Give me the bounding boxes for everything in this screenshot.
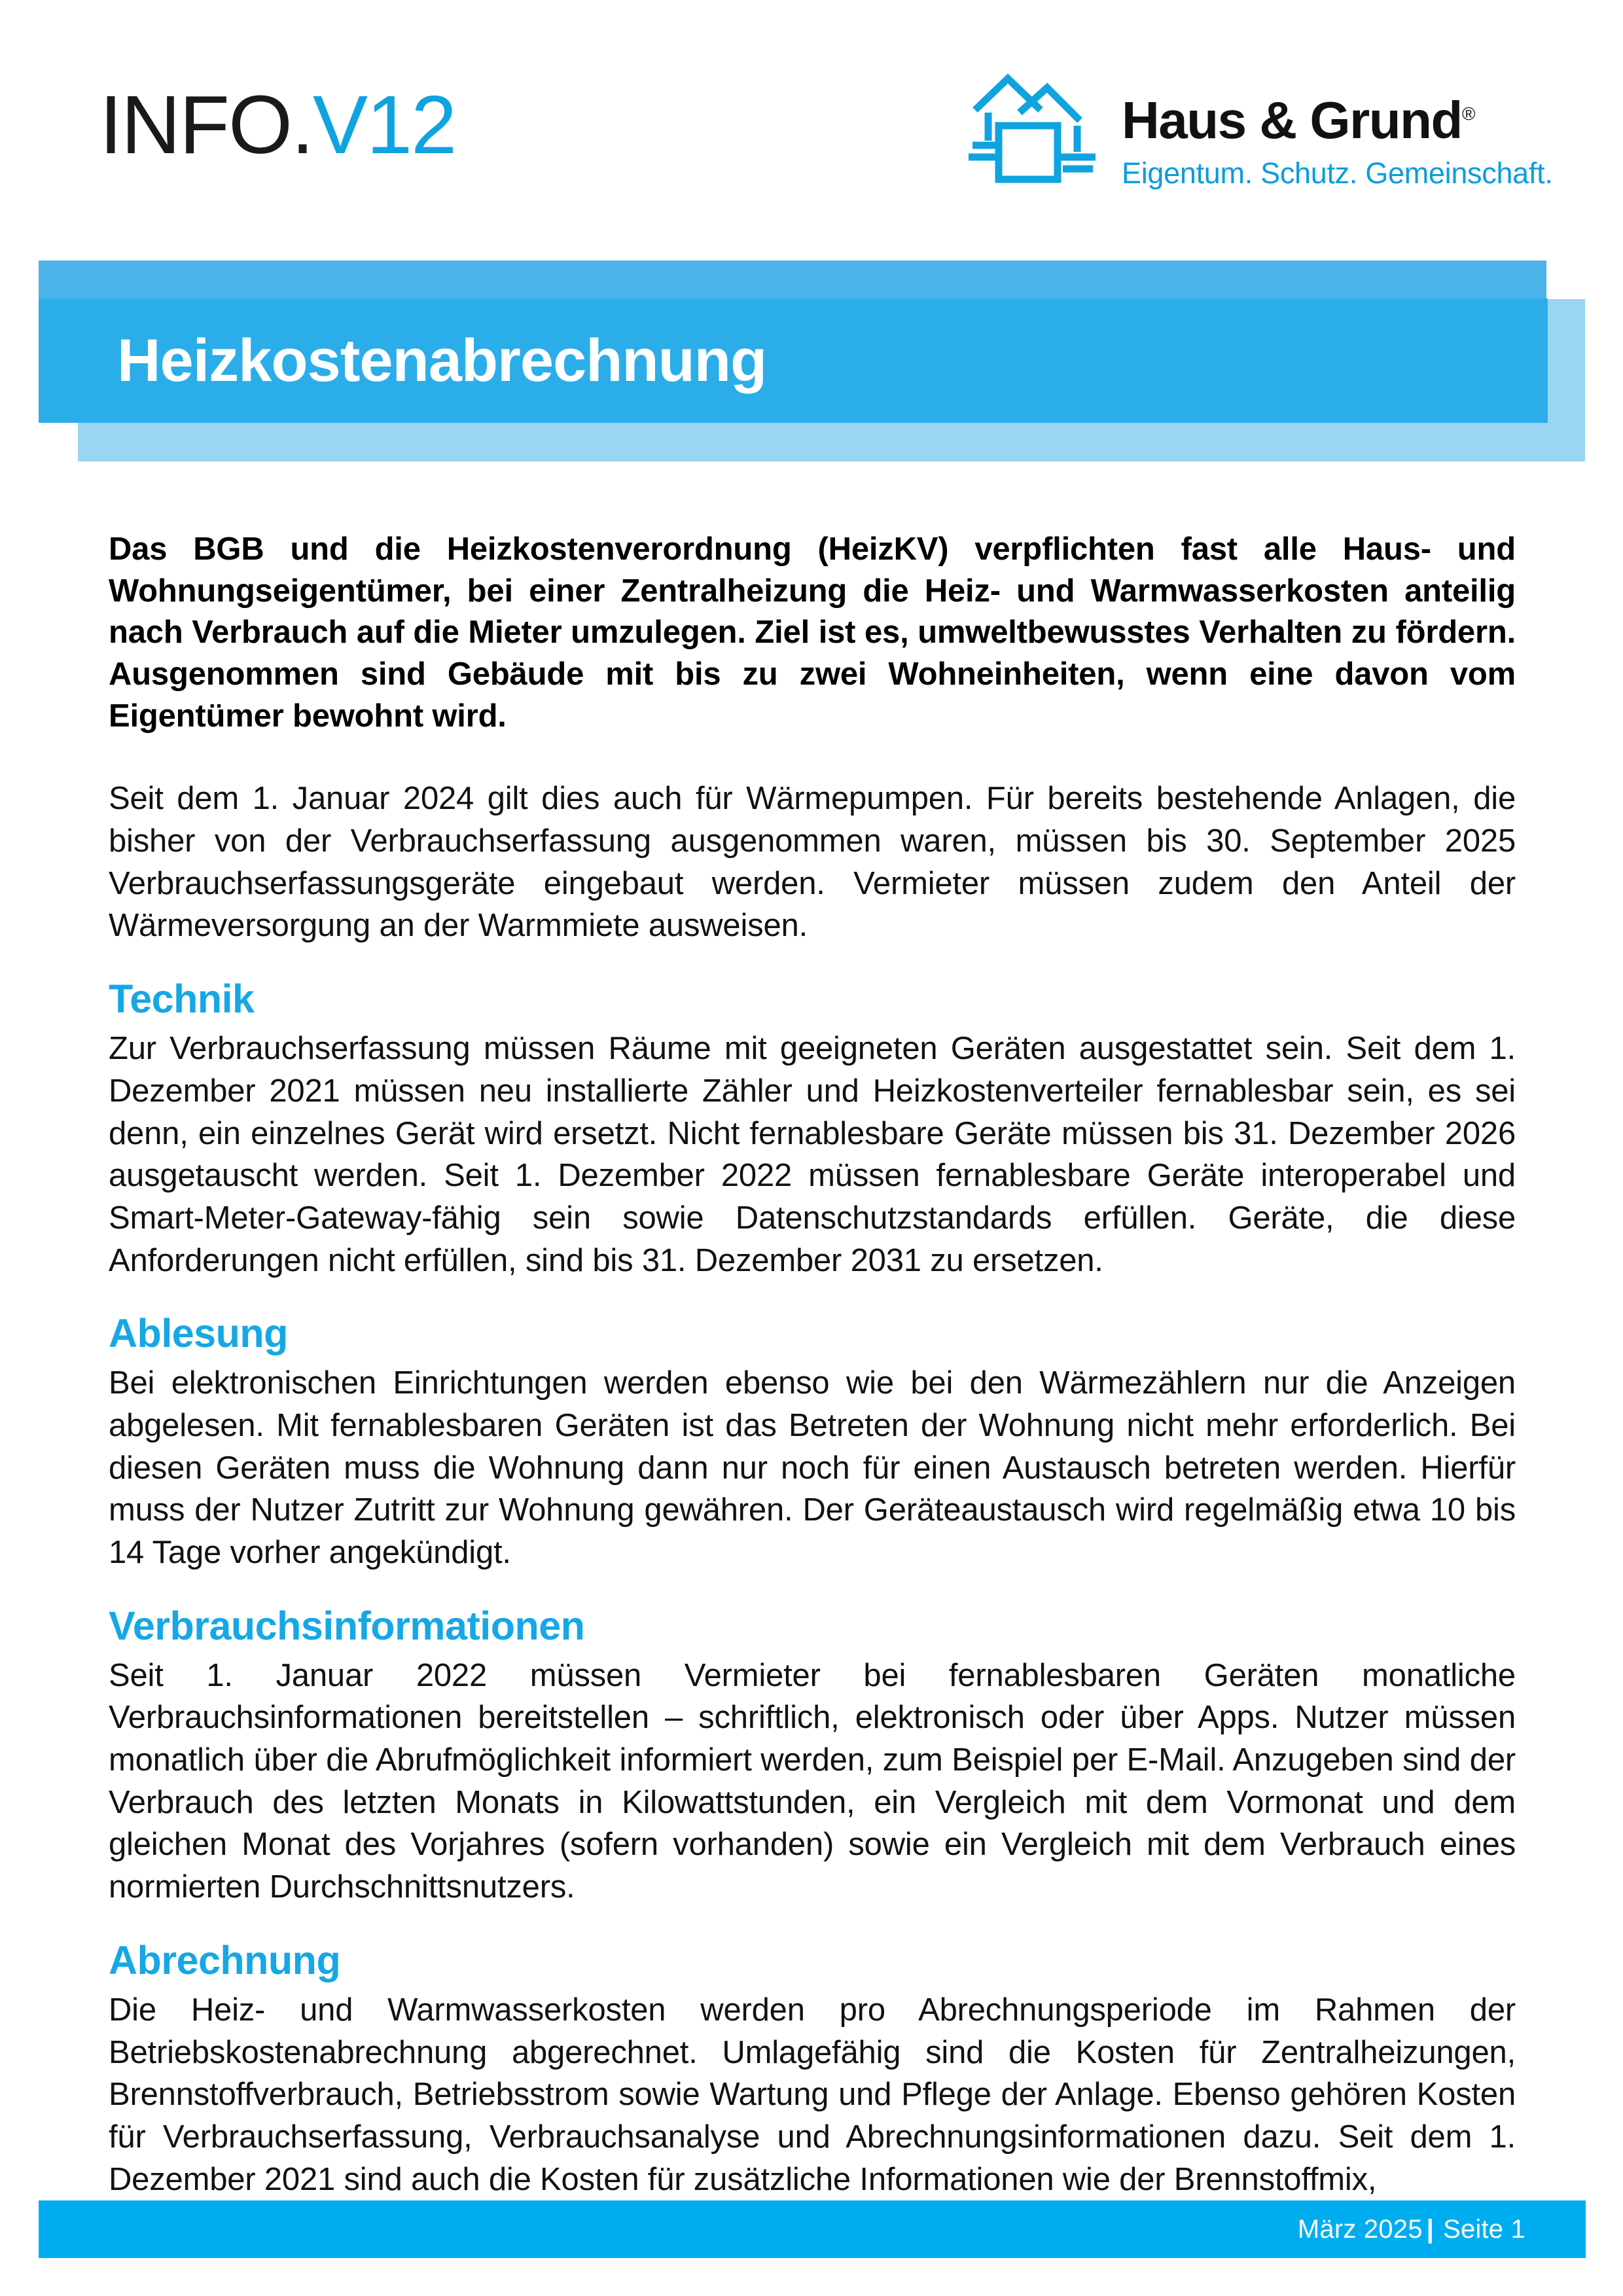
footer-page-number: Seite 1 [1443, 2214, 1525, 2244]
document-body [109, 529, 1516, 2200]
section-verbrauchsinformationen [109, 1604, 1516, 1909]
brand-text-block [1122, 72, 1553, 188]
footer-date: März 2025 [1297, 2214, 1423, 2244]
section-body-technik: Zur Verbrauchserfassung müssen Räume mit geeigneten Geräten ausgestattet sein. Seit dem 1. Dezember 2021 müssen neu installierte Zähler und Heizkostenverteiler fernablesbar sein, es sei denn, ein einzelnes Gerät wird ersetzt. Nicht fernablesbare Geräte müssen bis 31. Dezember 2026 ausgetauscht werden. Seit 1. Dezember 2022 müssen fernablesbare Geräte interoperabel und Smart-Meter-Gateway-fähig sein sowie Datenschutzstandards erfüllen. Geräte, die diese Anforderungen nicht erfüllen, sind bis 31. Dezember 2031 zu ersetzen. [109, 1031, 1516, 1278]
footer-meta [1298, 2215, 1525, 2244]
section-abrechnung [109, 1939, 1516, 2200]
brand-lockup [967, 72, 1553, 190]
lead-paragraph: Das BGB und die Heizkostenverordnung (HeizKV) verpflichten fast alle Haus- und Wohnungseigentümer, bei einer Zentralheizung die Heiz- und Warmwasserkosten anteilig nach Verbrauch auf die Mieter umzulegen. Ziel ist es, umweltbewusstes Verhalten zu fördern. Ausgenommen sind Gebäude mit bis zu zwei Wohneinheiten, wenn eine davon vom Eigentümer bewohnt wird. [109, 531, 1516, 734]
section-ablesung [109, 1312, 1516, 1573]
section-body-abrechnung: Die Heiz- und Warmwasserkosten werden pro Abrechnungsperiode im Rahmen der Betriebskostenabrechnung abgerechnet. Umlagefähig sind die Kosten für Zentralheizungen, Brennstoffverbrauch, Betriebsstrom sowie Wartung und Pflege der Anlage. Ebenso gehören Kosten für Verbrauchserfassung, Verbrauchsanalyse und Abrechnungsinformationen dazu. Seit dem 1. Dezember 2021 sind auch die Kosten für zusätzliche Informationen wie der Brennstoffmix, [109, 1992, 1516, 2197]
section-heading-technik: Technik [109, 977, 255, 1022]
info-wordmark-primary: INFO. [99, 79, 313, 171]
brand-name [1122, 91, 1553, 149]
banner-main-band [39, 298, 1548, 423]
section-body-verbrauchsinformationen: Seit 1. Januar 2022 müssen Vermieter bei fernablesbaren Geräten monatliche Verbrauchsinformationen bereitstellen – schriftlich, elektronisch oder über Apps. Nutzer müssen monatlich über die Abrufmöglichkeit informiert werden, zum Beispiel per E-Mail. Anzugeben sind der Verbrauch des letzten Monats in Kilowattstunden, ein Vergleich mit dem Vormonat und dem gleichen Monat des Vorjahres (sofern vorhanden) sowie ein Vergleich mit dem Verbrauch eines normierten Durchschnittsnutzers. [109, 1657, 1516, 1905]
section-technik [109, 977, 1516, 1282]
brand-name-text: Haus & Grund [1122, 91, 1462, 149]
section-heading-abrechnung: Abrechnung [109, 1937, 341, 1982]
info-wordmark [99, 79, 456, 171]
section-body-ablesung: Bei elektronischen Einrichtungen werden ebenso wie bei den Wärmezählern nur die Anzeigen abgelesen. Mit fernablesbaren Geräten ist das Betreten der Wohnung nicht mehr erforderlich. Bei diesen Geräten muss die Wohnung dann nur noch für einen Austausch betreten werden. Hierfür muss der Nutzer Zutritt zur Wohnung gewähren. Der Geräteaustausch wird regelmäßig etwa 10 bis 14 Tage vorher angekündigt. [109, 1365, 1516, 1571]
brand-tagline: Eigentum. Schutz. Gemeinschaft. [1122, 156, 1553, 190]
page-title: Heizkostenabrechnung [117, 327, 767, 394]
section-heading-verbrauchsinformationen: Verbrauchsinformationen [109, 1603, 585, 1648]
intro-paragraph: Seit dem 1. Januar 2024 gilt dies auch für Wärmepumpen. Für bereits bestehende Anlagen, die bisher von der Verbrauchserfassung ausgenommen waren, müssen bis 30. September 2025 Verbrauchserfassungsgeräte eingebaut werden. Vermieter müssen zudem den Anteil der Wärmeversorgung an der Warmmiete ausweisen. [109, 781, 1516, 944]
page-footer [39, 2200, 1586, 2258]
title-banner [0, 260, 1623, 470]
info-wordmark-version: V12 [312, 79, 456, 171]
section-heading-ablesung: Ablesung [109, 1311, 288, 1356]
registered-trademark-icon: ® [1461, 103, 1476, 124]
house-outline-icon [967, 72, 1098, 190]
footer-separator: | [1426, 2214, 1435, 2244]
page-header [0, 0, 1623, 236]
